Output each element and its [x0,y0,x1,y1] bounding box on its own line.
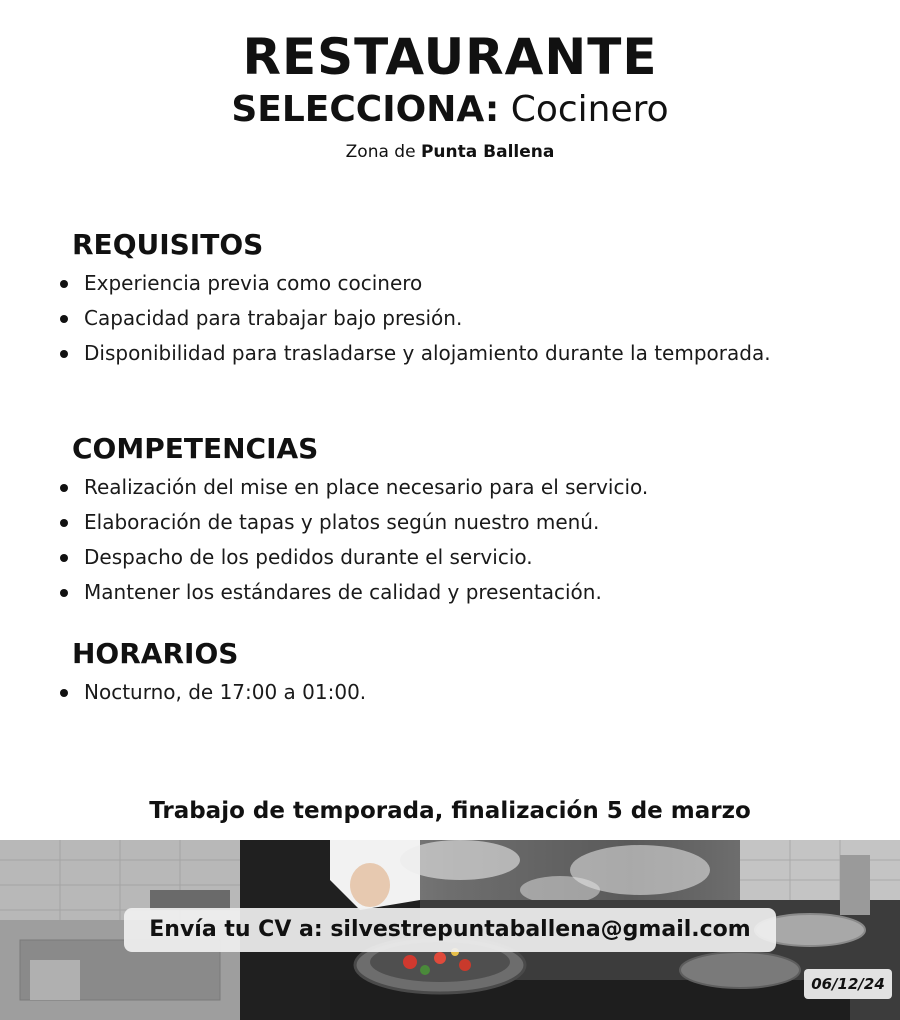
section-heading: REQUISITOS [72,228,264,261]
select-label: SELECCIONA: [231,89,500,130]
poster-title: RESTAURANTE [242,28,658,86]
list-item [70,575,832,610]
position-line [0,88,900,132]
bullet-icon [60,350,68,358]
season-note: Trabajo de temporada, finalización 5 de marzo [149,798,751,824]
bullet-list [72,266,832,371]
zone-line [0,140,900,164]
list-item [70,266,832,301]
list-item [70,675,832,710]
bullet-icon [60,484,68,492]
bullet-icon [60,280,68,288]
bullet-icon [60,519,68,527]
section-heading: HORARIOS [72,637,239,670]
section-heading: COMPETENCIAS [72,432,319,465]
section-requisitos [72,228,832,371]
date-badge: 06/12/24 [804,969,892,999]
list-item [70,540,832,575]
list-item-text: Nocturno, de 17:00 a 01:00. [84,680,367,704]
list-item-text: Disponibilidad para trasladarse y alojamiento durante la temporada. [84,341,771,365]
bullet-icon [60,589,68,597]
list-item-text: Experiencia previa como cocinero [84,271,423,295]
zone-prefix: Zona de [345,142,416,162]
list-item-text: Realización del mise en place necesario para el servicio. [84,475,649,499]
list-item [70,301,832,336]
section-competencias [72,432,832,610]
bullet-icon [60,689,68,697]
list-item-text: Capacidad para trabajar bajo presión. [84,306,463,330]
list-item-text: Elaboración de tapas y platos según nuestro menú. [84,510,600,534]
bullet-list [72,675,832,710]
bullet-icon [60,315,68,323]
list-item [70,336,832,371]
list-item [70,470,832,505]
zone-name: Punta Ballena [420,142,555,162]
bullet-list [72,470,832,610]
list-item [70,505,832,540]
section-horarios [72,637,832,710]
bullet-icon [60,554,68,562]
cv-contact-banner: Envía tu CV a: silvestrepuntaballena@gmail.com [124,908,776,952]
list-item-text: Mantener los estándares de calidad y presentación. [84,580,602,604]
poster-header [0,28,900,164]
position-name: Cocinero [510,89,669,130]
list-item-text: Despacho de los pedidos durante el servicio. [84,545,533,569]
